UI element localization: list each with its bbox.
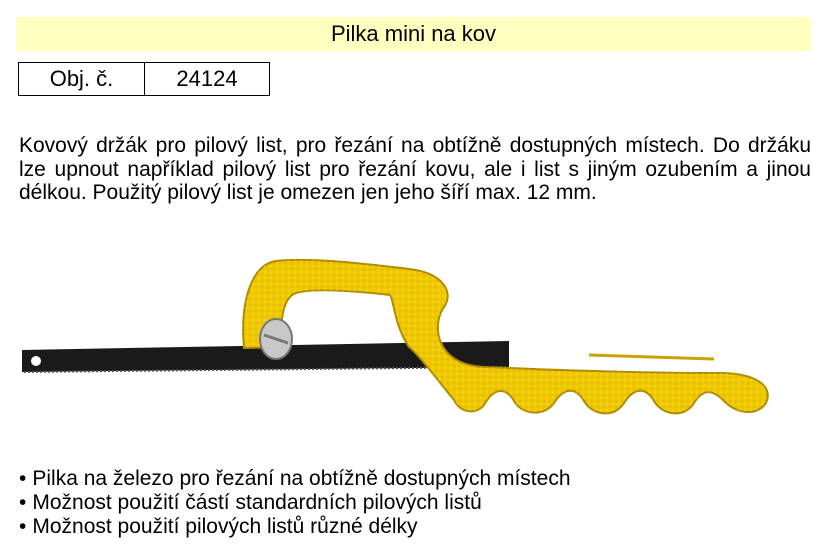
order-code-label: Obj. č.	[19, 63, 145, 96]
order-code-value: 24124	[145, 63, 270, 96]
product-title-bar	[16, 17, 811, 51]
saw-product-image	[14, 255, 814, 420]
feature-item: • Pilka na železo pro řezání na obtížně dostupných místech	[19, 467, 571, 491]
order-code-table	[18, 62, 270, 96]
clamp-screw	[260, 319, 292, 359]
feature-item: • Možnost použití pilových listů různé délky	[19, 515, 571, 539]
product-description: Kovový držák pro pilový list, pro řezání na obtížně dostupných místech. Do držáku lze upnout například pilový list pro řezání kovu, ale i list s jiným ozubením a jinou délkou. Použitý pilový list je omezen jen jeho šíří max. 12 mm.	[19, 134, 811, 204]
product-title: Pilka mini na kov	[330, 21, 497, 46]
saw-handle	[243, 260, 768, 413]
feature-item: • Možnost použití částí standardních pilových listů	[19, 491, 571, 515]
feature-list	[19, 467, 571, 539]
